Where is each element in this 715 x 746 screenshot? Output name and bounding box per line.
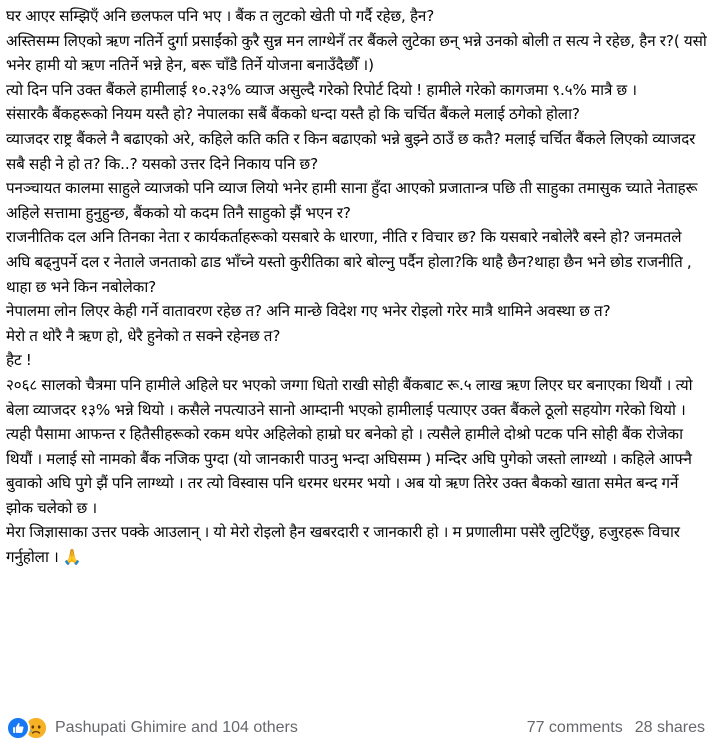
engagement-counts: [527, 719, 705, 737]
reaction-icons: [6, 716, 48, 740]
shares-link[interactable]: 28 shares: [634, 719, 705, 736]
post-paragraph: नेपालमा लोन लिएर केही गर्ने वातावरण रहेछ त? अनि मान्छे विदेश गए भनेर रोइलो गरेर मात्रै थामिने अवस्था छ त?: [6, 302, 611, 321]
post-paragraph: २०६८ सालको चैत्रमा पनि हामीले अहिले घर भएको जग्गा धितो राखी सोही बैंकबाट रू.५ लाख ऋण लिएर घर बनाएका थियौं । त्यो बेला व्याजदर १३% भन्ने थियो । कसैले नपत्याउने सानो आम्दानी भएको हामीलाई पत्याएर उक्त बैंकले ठूलो सहयोग गरेको थियो । त्यही पैसामा आफन्त र हितैसीहरूको रकम थपेर अहिलेको हाम्रो घर बनेको हो । त्यसैले हामीले दोश्रो पटक पनि सोही बैंक रोजेका थियौं । मलाई सो नामको बैंक नजिक पुग्दा (यो जानकारी पाउनु भन्दा अघिसम्म ) मन्दिर अघि पुगेको जस्तो लाग्थ्यो । कहिले आफ्नै बुवाको अघि पुगे झैं पनि लाग्थ्यो । तर त्यो विस्वास पनि धरमर धरमर भयो । अब यो ऋण तिरेर उक्त बैकको खाता समेत बन्द गर्ने झोक चलेको छ ।: [6, 375, 693, 517]
post-paragraph: त्यो दिन पनि उक्त बैंकले हामीलाई १०.२३% व्याज असुल्दै गरेको रिपोर्ट दियो ! हामीले गरेको कागजमा ९.५% मात्रै छ ।: [6, 80, 637, 99]
post-body: [6, 4, 707, 712]
comments-link[interactable]: 77 comments: [526, 719, 623, 736]
post-paragraph: राजनीतिक दल अनि तिनका नेता र कार्यकर्ताहरूको यसबारे के धारणा, नीति र विचार छ? कि यसबारे नबोलेरै बस्ने हो? जनमतले अघि बढ्नुपर्ने दल र नेताले जनताको ढाड भाँच्ने यस्तो कुरीतिका बारे बोल्नु पर्दैन होला?कि थाहै छैन?थाहा छैन भने छोड राजनीति , थाहा छ भने किन नबोलेका?: [6, 228, 692, 296]
post-paragraph: मेरा जिज्ञासाका उत्तर पक्के आउलान् । यो मेरो रोइलो हैन खबरदारी र जानकारी हो । म प्रणालीमा पसेरै लुटिएँछु, हजुरहरू विचार गर्नुहोला । 🙏: [6, 523, 680, 567]
post-paragraph: पनञ्चायत कालमा साहुले व्याजको पनि व्याज लियो भनेर हामी साना हुँदा आएको प्रजातान्त्र पछि ती साहुका तमासुक च्याते नेताहरू अहिले सत्तामा हुनुहुन्छ, बैंकको यो कदम तिनै साहुको झैं भएन र?: [6, 179, 698, 222]
post-paragraph: व्याजदर राष्ट्र बैंकले नै बढाएको अरे, कहिले कति कति र किन बढाएको भन्ने बुझ्ने ठाउँ छ कतै? मलाई चर्चित बैंकले लिएको व्याजदर सबै सही ने हो त? कि..? यसको उत्तर दिने निकाय पनि छ?: [6, 129, 696, 173]
reactions-text: Pashupati Ghimire and 104 others: [55, 719, 298, 736]
post-paragraph: हैट !: [6, 351, 32, 370]
reaction-bar: [6, 714, 705, 742]
like-icon: [6, 716, 30, 740]
reactions-summary[interactable]: [6, 716, 298, 740]
post-paragraph: संसारकै बैंकहरूको नियम यस्तै हो? नेपालका सबैं बैंकको धन्दा यस्तै हो कि चर्चित बैंकले मलाई ठगेको होला?: [6, 105, 580, 124]
post-paragraph: मेरो त थोरै नै ऋण हो, धेरै हुनेको त सक्ने रहेनछ त?: [6, 326, 281, 345]
post-paragraph: घर आएर सम्झिएँ अनि छलफल पनि भए । बैंक त लुटको खेती पो गर्दै रहेछ, हैन?: [6, 7, 435, 25]
post-paragraph: अस्तिसम्म लिएको ऋण नतिर्ने दुर्गा प्रसाईंको कुरै सुन्न मन लाग्थेनँ तर बैंकले लुटेका छन् भन्ने उनको बोली त सत्य ने रहेछ, हैन र?( यसो भनेर हामी यो ऋण नतिर्ने भन्ने हेन, बरू चाँडै तिर्ने योजना बनाउँदैछौँ ।): [6, 31, 707, 75]
